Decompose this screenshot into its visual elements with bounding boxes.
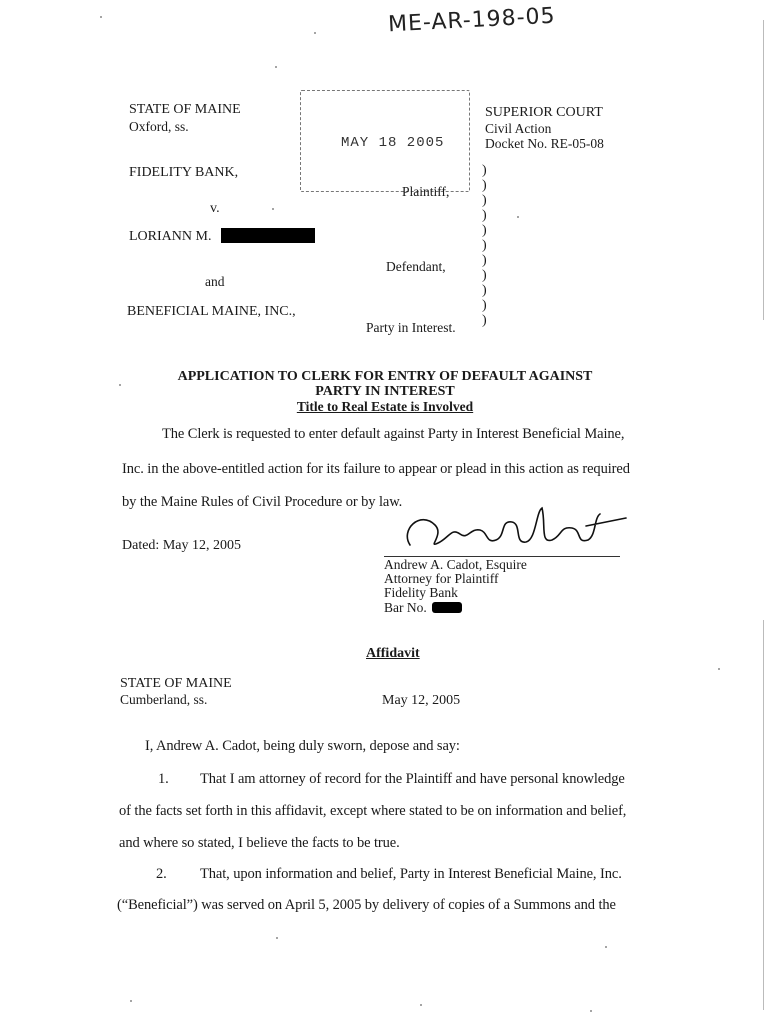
scan-speck xyxy=(130,1000,132,1002)
body-line-2: Inc. in the above-entitled action for its failure to appear or plead in this action as required xyxy=(122,461,630,477)
paragraph-1-line-2: of the facts set forth in this affidavit, except where stated to be on information and belief, xyxy=(119,803,627,819)
document-title-line2: PARTY IN INTEREST xyxy=(315,384,455,399)
scan-speck xyxy=(605,946,607,948)
and-connector: and xyxy=(205,274,225,289)
document-subtitle: Title to Real Estate is Involved xyxy=(296,399,474,414)
affidavit-title: Affidavit xyxy=(366,646,420,661)
scan-speck xyxy=(100,16,102,18)
caption-paren: ) xyxy=(482,163,487,178)
caption-paren: ) xyxy=(482,253,487,268)
caption-paren: ) xyxy=(482,178,487,193)
scan-speck xyxy=(420,1004,422,1006)
paragraph-2-line-1: That, upon information and belief, Party in Interest Beneficial Maine, Inc. xyxy=(200,866,622,882)
signer-name: Andrew A. Cadot, Esquire xyxy=(384,557,527,572)
scan-speck xyxy=(517,216,519,218)
caption-paren: ) xyxy=(482,238,487,253)
caption-court: SUPERIOR COURT xyxy=(485,105,603,120)
dated-line: Dated: May 12, 2005 xyxy=(122,538,241,553)
caption-paren: ) xyxy=(482,313,487,328)
plaintiff-name: FIDELITY BANK, xyxy=(129,165,239,180)
caption-paren: ) xyxy=(482,283,487,298)
affidavit-county: Cumberland, ss. xyxy=(120,692,208,707)
paragraph-1-number: 1. xyxy=(158,771,169,787)
signer-firm: Fidelity Bank xyxy=(384,585,458,600)
paragraph-2-number: 2. xyxy=(156,866,167,882)
affidavit-date: May 12, 2005 xyxy=(382,693,461,708)
scan-speck xyxy=(314,32,316,34)
paragraph-2-line-2: (“Beneficial”) was served on April 5, 2005 by delivery of copies of a Summons and the xyxy=(117,897,616,913)
scan-speck xyxy=(718,668,720,670)
redaction-bar xyxy=(221,228,315,243)
scan-edge-line xyxy=(763,20,764,320)
bar-number-label: Bar No. xyxy=(384,600,427,615)
stamp-date: MAY 18 2005 xyxy=(341,135,445,151)
party-in-interest-role: Party in Interest. xyxy=(366,320,456,335)
paragraph-1-line-3: and where so stated, I believe the facts to be true. xyxy=(119,835,400,851)
caption-paren: ) xyxy=(482,268,487,283)
document-title: APPLICATION TO CLERK FOR ENTRY OF DEFAULT AGAINST xyxy=(177,369,593,384)
caption-paren: ) xyxy=(482,208,487,223)
body-line-3: by the Maine Rules of Civil Procedure or by law. xyxy=(122,494,403,510)
caption-state: STATE OF MAINE xyxy=(129,102,241,117)
caption-docket: Docket No. RE-05-08 xyxy=(485,136,604,151)
body-line-1: The Clerk is requested to enter default against Party in Interest Beneficial Maine, xyxy=(162,426,625,442)
caption-paren: ) xyxy=(482,298,487,313)
paragraph-1-line-1: That I am attorney of record for the Plaintiff and have personal knowledge xyxy=(200,771,625,787)
signature-scribble xyxy=(390,500,630,560)
affidavit-state: STATE OF MAINE xyxy=(120,676,232,691)
caption-county: Oxford, ss. xyxy=(129,119,189,134)
caption-action: Civil Action xyxy=(485,121,552,136)
party-in-interest-name: BENEFICIAL MAINE, INC., xyxy=(127,304,296,319)
scan-speck xyxy=(119,384,121,386)
plaintiff-role: Plaintiff, xyxy=(402,184,450,199)
signer-title: Attorney for Plaintiff xyxy=(384,571,499,586)
caption-paren: ) xyxy=(482,193,487,208)
scan-speck xyxy=(590,1010,592,1012)
scan-edge-line xyxy=(763,620,764,1010)
handwritten-docket-note: ME-AR-198-05 xyxy=(387,3,557,38)
received-stamp xyxy=(300,90,470,192)
scan-speck xyxy=(275,66,277,68)
defendant-name: LORIANN M. xyxy=(129,229,212,244)
scan-speck xyxy=(272,208,274,210)
bar-number-redaction xyxy=(432,602,462,613)
caption-paren: ) xyxy=(482,223,487,238)
scan-speck xyxy=(276,937,278,939)
defendant-role: Defendant, xyxy=(386,259,446,274)
versus: v. xyxy=(210,201,220,216)
affidavit-intro: I, Andrew A. Cadot, being duly sworn, depose and say: xyxy=(145,738,460,754)
